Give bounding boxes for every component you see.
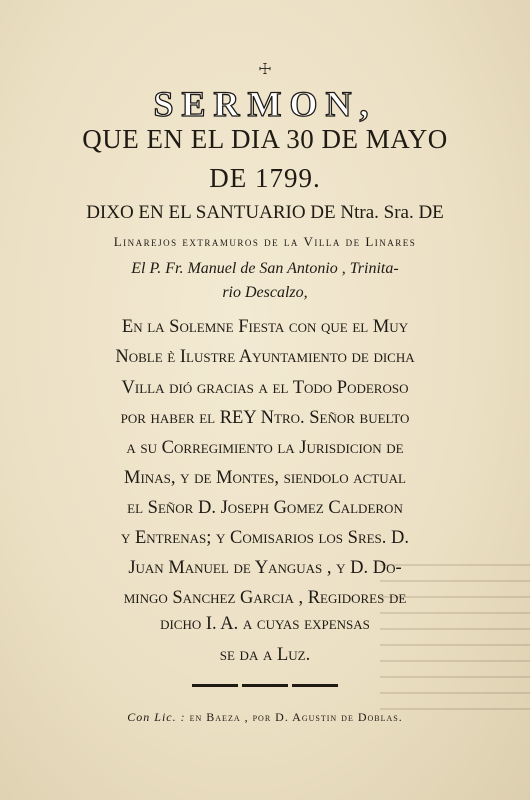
- divider: [242, 684, 288, 687]
- imprint-text: en Baeza , por D. Agustin de Doblas.: [189, 710, 403, 724]
- divider-rules: [0, 684, 530, 687]
- divider: [292, 684, 338, 687]
- body-line: por haber el REY Ntro. Señor buelto: [120, 408, 410, 428]
- page-title: SERMON,: [153, 84, 377, 124]
- body-line: Noble è Ilustre Ayuntamiento de dicha: [115, 347, 415, 367]
- license-note: Con Lic. :: [127, 710, 186, 724]
- imprint-line: [0, 708, 530, 726]
- divider: [192, 684, 238, 687]
- body-line: a su Corregimiento la Jurisdicion de: [126, 438, 404, 458]
- ornament-icon: ☩: [258, 62, 272, 78]
- body-line: Villa dió gracias a el Todo Poderoso: [121, 378, 409, 398]
- body-line: Minas, y de Montes, siendolo actual: [124, 468, 406, 488]
- subtitle-line: DIXO EN EL SANTUARIO DE Ntra. Sra. DE: [86, 202, 444, 223]
- body-line: mingo Sanchez Garcia , Regidores de: [123, 588, 407, 608]
- subtitle-line: DE 1799.: [209, 163, 321, 193]
- subtitle-line: Linarejos extramuros de la Villa de Linares: [113, 234, 417, 249]
- body-line: y Entrenas; y Comisarios los Sres. D.: [120, 528, 410, 548]
- body-line: el Señor D. Joseph Gomez Calderon: [127, 498, 403, 518]
- body-line: Juan Manuel de Yanguas , y D. Do-: [128, 558, 402, 578]
- subtitle-line: QUE EN EL DIA 30 DE MAYO: [82, 124, 448, 154]
- body-line: dicho I. A. a cuyas expensas: [160, 614, 370, 634]
- author-line: El P. Fr. Manuel de San Antonio , Trinita-: [131, 260, 399, 277]
- body-line: se da a Luz.: [219, 645, 311, 665]
- author-line: rio Descalzo,: [222, 284, 308, 301]
- body-line: En la Solemne Fiesta con que el Muy: [121, 317, 409, 337]
